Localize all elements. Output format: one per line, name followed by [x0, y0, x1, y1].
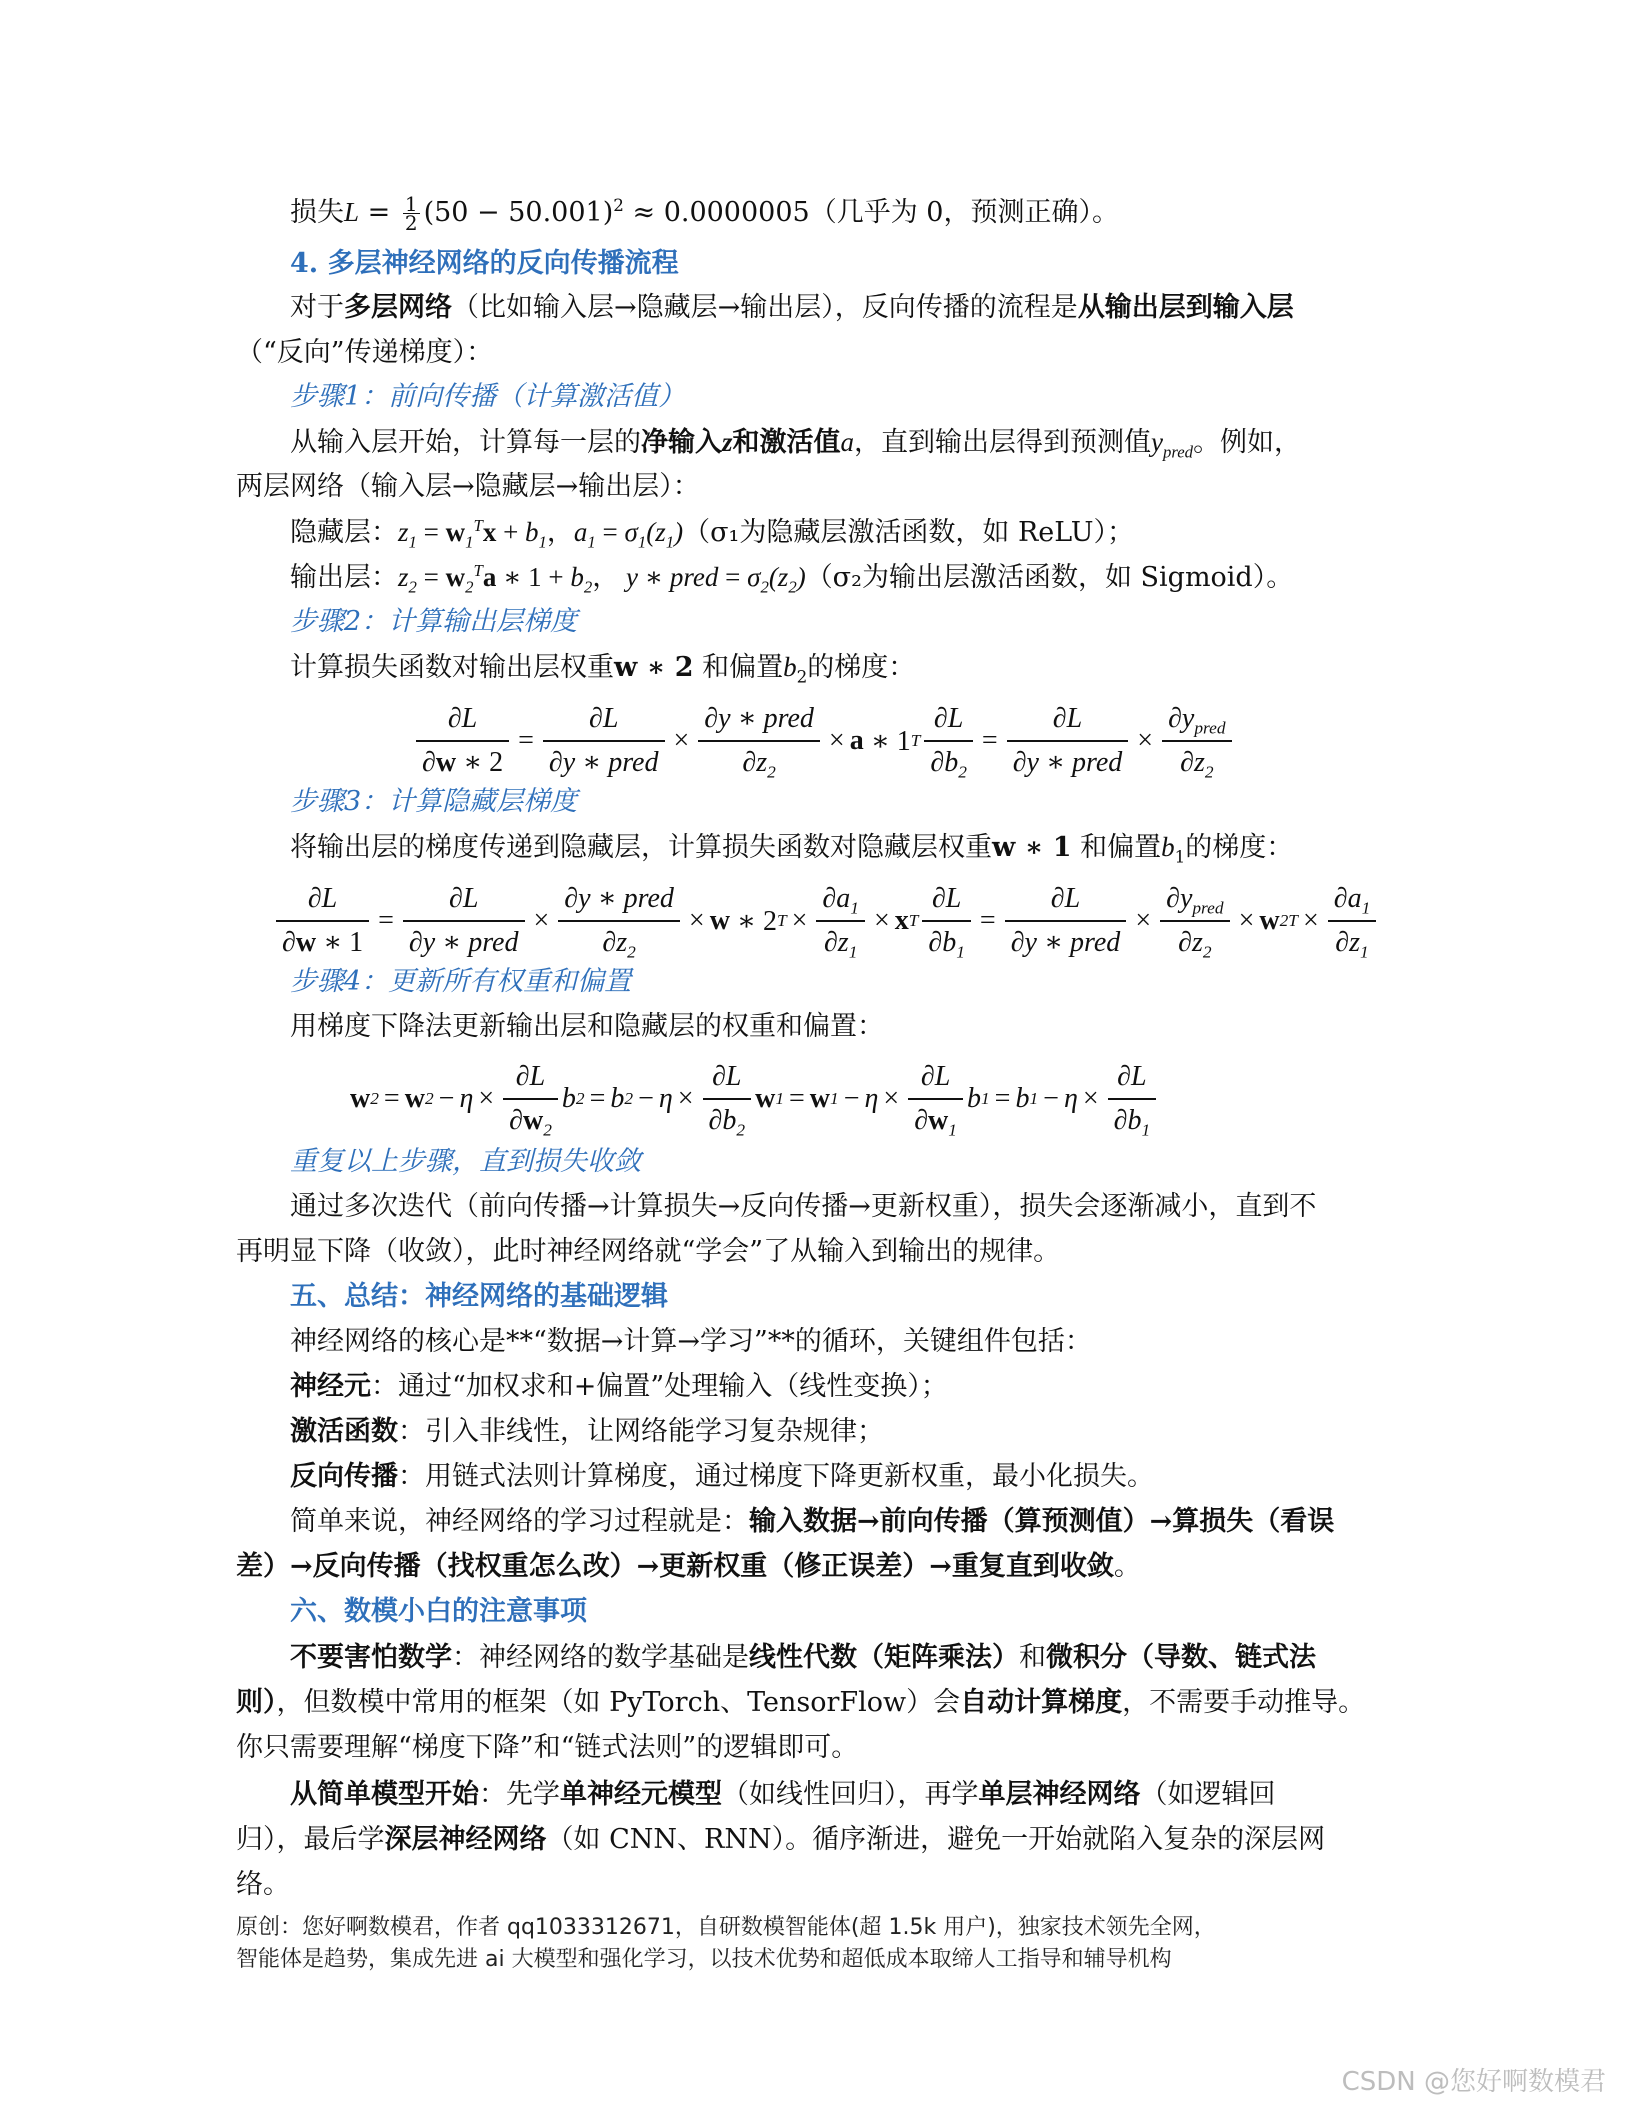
p2-bold-e: 单层神经网络	[978, 1779, 1141, 1810]
section6-p2-line2	[236, 1820, 1325, 1860]
p1-text-b: ：神经网络的数学基础是	[452, 1642, 749, 1673]
intro-text-a: 对于	[290, 292, 344, 323]
step4-title: 步骤4：更新所有权重和偏置	[290, 966, 632, 997]
activation-text: ：引入非线性，让网络能学习复杂规律；	[398, 1416, 884, 1447]
p2-bold-a: 从简单模型开始	[290, 1779, 479, 1810]
p1-bold-c: 线性代数（矩阵乘法）	[749, 1642, 1019, 1673]
loss-eq: =	[359, 197, 399, 228]
backprop-label: 反向传播	[290, 1461, 398, 1492]
p2-text-f: （如逻辑回	[1140, 1779, 1276, 1810]
repeat-title: 重复以上步骤，直到损失收敛	[290, 1146, 641, 1177]
summary-line2	[236, 1547, 1141, 1587]
step2-line: 计算损失函数对输出层权重w ∗ 2 和偏置$b_2$的梯度：	[290, 652, 916, 687]
step1-y: y	[1151, 427, 1163, 457]
p1-text-i: ，不需要手动推导。	[1122, 1687, 1366, 1718]
section6-title: 六、数模小白的注意事项	[290, 1596, 587, 1627]
summary-text-d: 。	[1113, 1551, 1141, 1582]
step3-title: 步骤3：计算隐藏层梯度	[290, 786, 578, 817]
activation-label: 激活函数	[290, 1416, 398, 1447]
p2-bold-h: 深层神经网络	[384, 1824, 547, 1855]
step1-text-a: 从输入层开始，计算每一层的	[290, 427, 641, 458]
hidden-formula: $z_1 = w_1^Tx + b_1$，$a_1 = \sigma_1(z_1)$	[398, 516, 684, 552]
loss-expr: (50 − 50.001)	[423, 197, 614, 228]
half-fraction	[403, 192, 420, 235]
section4-intro-line1	[290, 288, 1294, 328]
step3-text3: 的梯度：	[1185, 832, 1294, 863]
step2-text3: 的梯度：	[807, 652, 916, 683]
half-num: 1	[404, 192, 418, 216]
section4-intro-line2: （“反向”传递梯度）：	[236, 337, 494, 368]
step1-pred: pred	[1163, 442, 1194, 462]
output-formula: $z_2 = w_2^Ta$ ∗ $1 + b_2$， y ∗ pred = $\sigma_2(z_2)$	[398, 561, 806, 597]
summary-bold-b: 输入数据→前向传播（算预测值）→算损失（看误	[749, 1506, 1335, 1537]
p1-text-d: 和	[1019, 1642, 1046, 1673]
loss-approx: ≈ 0.0000005	[623, 197, 810, 228]
p1-bold-a: 不要害怕数学	[290, 1642, 452, 1673]
p2-text-i: （如 CNN、RNN）。循序渐进，避免一开始就陷入复杂的深层网	[546, 1824, 1326, 1855]
hidden-note: （σ₁为隐藏层激活函数，如 ReLU）；	[683, 517, 1134, 548]
loss-prefix: 损失	[290, 197, 344, 228]
step3-b: b	[1161, 832, 1175, 862]
section6-p2-line1	[290, 1775, 1276, 1815]
footer-line2: 智能体是趋势，集成先进 ai 大模型和强化学习，以技术优势和超低成本取缔人工指导和辅导机构	[236, 1947, 1172, 1972]
step1-a: a	[840, 427, 855, 457]
p1-text-g: ，但数模中常用的框架（如 PyTorch、TensorFlow）会	[276, 1687, 961, 1718]
loss-sq: 2	[613, 195, 624, 215]
p2-text-b: ：先学	[479, 1779, 560, 1810]
activation-line	[290, 1412, 884, 1452]
step4-equation: w 2 = w 2 − η × $\frac{\partial L}{\partial w_2}$ b 2 = b 2 − η × $\frac{\partial L}{\partial b_2}$ w 1 = w 1 − η × $\frac{\partial L}{\partial w_1}$ b 1 = b 1 − η × $\frac{\partial L}{\partial b_1}$	[350, 1058, 1160, 1140]
loss-line	[290, 192, 1119, 233]
step1-text-e: 。例如，	[1193, 427, 1302, 458]
p1-bold-e: 微积分（导数、链式法	[1046, 1642, 1316, 1673]
half-den: 2	[404, 211, 418, 235]
output-layer-line	[290, 557, 1293, 598]
neuron-label: 神经元	[290, 1371, 371, 1402]
p2-text-g: 归），最后学	[236, 1824, 385, 1855]
repeat-line1: 通过多次迭代（前向传播→计算损失→反向传播→更新权重），损失会逐渐减小，直到不	[290, 1191, 1317, 1222]
p1-bold-h: 自动计算梯度	[960, 1687, 1123, 1718]
section5-title: 五、总结：神经网络的基础逻辑	[290, 1281, 668, 1312]
step1-bold-activation: 和激活值	[732, 427, 841, 458]
section6-p1-line3: 你只需要理解“梯度下降”和“链式法则”的逻辑即可。	[236, 1732, 859, 1763]
step3-text: 将输出层的梯度传递到隐藏层，计算损失函数对隐藏层权重	[290, 832, 992, 863]
p2-text-d: （如线性回归），再学	[722, 1779, 979, 1810]
intro-text-c: （比如输入层→隐藏层→输出层），反向传播的流程是	[452, 292, 1078, 323]
output-label: 输出层：	[290, 562, 398, 593]
p1-bold-f: 则）	[236, 1687, 277, 1718]
summary-bold-c: 差）→反向传播（找权重怎么改）→更新权重（修正误差）→重复直到收敛	[236, 1551, 1114, 1582]
step2-b: b	[783, 652, 797, 682]
step1-z: z	[722, 427, 733, 457]
step3-text2: 和偏置	[1071, 832, 1162, 863]
intro-bold-direction: 从输出层到输入层	[1077, 292, 1294, 323]
section6-p1-line2	[236, 1683, 1365, 1723]
repeat-line2: 再明显下降（收敛），此时神经网络就“学会”了从输入到输出的规律。	[236, 1236, 1061, 1267]
section6-p1-line1	[290, 1638, 1316, 1678]
step1-line2: 两层网络（输入层→隐藏层→输出层）：	[236, 471, 700, 502]
p2-bold-c: 单神经元模型	[560, 1779, 722, 1810]
step4-line: 用梯度下降法更新输出层和隐藏层的权重和偏置：	[290, 1011, 884, 1042]
csdn-watermark: CSDN @您好啊数模君	[1341, 2067, 1606, 2097]
section5-line1: 神经网络的核心是**“数据→计算→学习”**的循环，关键组件包括：	[290, 1326, 1092, 1357]
step1-title: 步骤1：前向传播（计算激活值）	[290, 381, 686, 412]
step2-w: w ∗ 2	[614, 652, 694, 683]
step1-line1	[290, 422, 1301, 463]
summary-line1	[290, 1502, 1334, 1542]
loss-note: （几乎为 0，预测正确）。	[809, 197, 1119, 228]
neuron-text: ：通过“加权求和+偏置”处理输入（线性变换）；	[371, 1371, 948, 1402]
step3-line: 将输出层的梯度传递到隐藏层，计算损失函数对隐藏层权重w ∗ 1 和偏置$b_1$的梯度：	[290, 832, 1294, 867]
hidden-layer-line	[290, 512, 1134, 553]
loss-symbol: L	[344, 197, 360, 227]
backprop-text: ：用链式法则计算梯度，通过梯度下降更新权重，最小化损失。	[398, 1461, 1154, 1492]
neuron-line	[290, 1367, 948, 1407]
step1-text-d: ，直到输出层得到预测值	[854, 427, 1152, 458]
step3-equation: $\frac{\partial L}{\partial w ∗ 1}$ = $\frac{\partial L}{\text{∂y ∗ pred}}$ × $\frac{\text{∂y ∗ pred}}{\partial z_2}$ × w ∗ 2 T × $\frac{\partial a_1}{\partial z_1}$ × x T $\frac{\partial L}{\partial b_1}$ = $\frac{\partial L}{\text{∂y ∗ pred}}$ × $\frac{\partial y_{pred}}{\partial z_2}$ × w 2 T × $\frac{\partial a_1}{\partial z_1}$	[272, 880, 1380, 962]
hidden-label: 隐藏层：	[290, 517, 398, 548]
summary-text-a: 简单来说，神经网络的学习过程就是：	[290, 1506, 749, 1537]
step2-text2: 和偏置	[693, 652, 784, 683]
footer-line1: 原创：您好啊数模君，作者 qq1033312671，自研数模智能体(超 1.5k 用户)，独家技术领先全网，	[236, 1915, 1216, 1940]
step2-text: 计算损失函数对输出层权重	[290, 652, 614, 683]
section4-title: 4. 多层神经网络的反向传播流程	[290, 248, 679, 279]
step3-w: w ∗ 1	[992, 832, 1072, 863]
output-note: （σ₂为输出层激活函数，如 Sigmoid）。	[805, 562, 1294, 593]
backprop-line	[290, 1457, 1154, 1497]
section6-p2-line3: 络。	[236, 1869, 290, 1900]
step1-bold-net-input: 净输入	[641, 427, 722, 458]
step2-equation: $\frac{\partial L}{\partial w ∗ 2}$ = $\frac{\partial L}{\text{∂y ∗ pred}}$ × $\frac{\text{∂y ∗ pred}}{\partial z_2}$ × a ∗ 1 T $\frac{\partial L}{\partial b_2}$ = $\frac{\partial L}{\text{∂y ∗ pred}}$ × $\frac{\partial y_{pred}}{\partial z_2}$	[412, 700, 1236, 782]
intro-bold-multilayer: 多层网络	[344, 292, 452, 323]
step2-title: 步骤2：计算输出层梯度	[290, 606, 578, 637]
